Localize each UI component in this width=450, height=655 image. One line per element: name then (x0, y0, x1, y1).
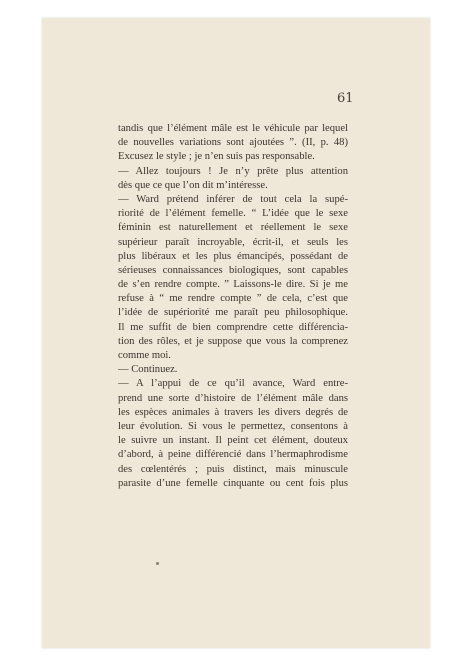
text-line: Il me suffit de bien comprendre cette différencia- (118, 321, 348, 333)
text-line: parasite d’une femelle cinquante ou cent fois plus (118, 477, 348, 489)
text-line: tandis que l’élément mâle est le véhicule par lequel (118, 123, 348, 134)
text-line: tion des rôles, et je suppose que vous la comprenez (118, 335, 348, 347)
text-line: refuse à “ me rendre compte ” de cela, c’est que (118, 293, 348, 305)
text-line: leur évolution. Si vous le permettez, consentons à (118, 420, 348, 432)
page-number: 61 (337, 91, 354, 106)
text-line: le suivre un instant. Il peint cet élément, douteux (118, 435, 348, 447)
text-line: féminin est naturellement et réellement le sexe (118, 222, 348, 234)
text-line: sérieuses connaissances biologiques, sont capables (118, 264, 348, 276)
text-line: riorité de l’élément femelle. “ L’idée que le sexe (118, 208, 348, 220)
text-line: — A l’appui de ce qu’il avance, Ward entre- (118, 378, 348, 390)
text-line: — Ward prétend inférer de tout cela la supé- (118, 193, 348, 205)
text-line: comme moi. (118, 350, 171, 361)
text-line: les espèces animales à travers les divers degrés de (118, 406, 348, 418)
text-line: — Continuez. (118, 364, 178, 376)
text-line: de nouvelles variations sont ajoutées ”. (II, p. 48) (118, 137, 348, 149)
text-line: supérieur paraît incroyable, écrit-il, et seuls les (118, 236, 348, 248)
text-line: l’idée de supériorité me paraît peu philosophique. (118, 307, 348, 319)
text-line: Excusez le style ; je n’en suis pas responsable. (118, 151, 315, 163)
text-line: plus libéraux et les plus émancipés, possédant de (118, 250, 348, 262)
body-text (118, 122, 348, 491)
text-line: d’abord, à peine différencié dans l’hermaphrodisme (118, 449, 348, 461)
text-line: dès que ce que l’on dit m’intéresse. (118, 179, 268, 191)
text-line: de s’en rendre compte. ” Laissons-le dire. Si je me (118, 279, 348, 291)
paper-speck (156, 562, 159, 565)
text-line: des cœlentérés ; puis distinct, mais minuscule (118, 463, 348, 475)
text-line: — Allez toujours ! Je n’y prête plus attention (118, 165, 348, 177)
text-line: prend une sorte d’histoire de l’élément mâle dans (118, 392, 348, 404)
